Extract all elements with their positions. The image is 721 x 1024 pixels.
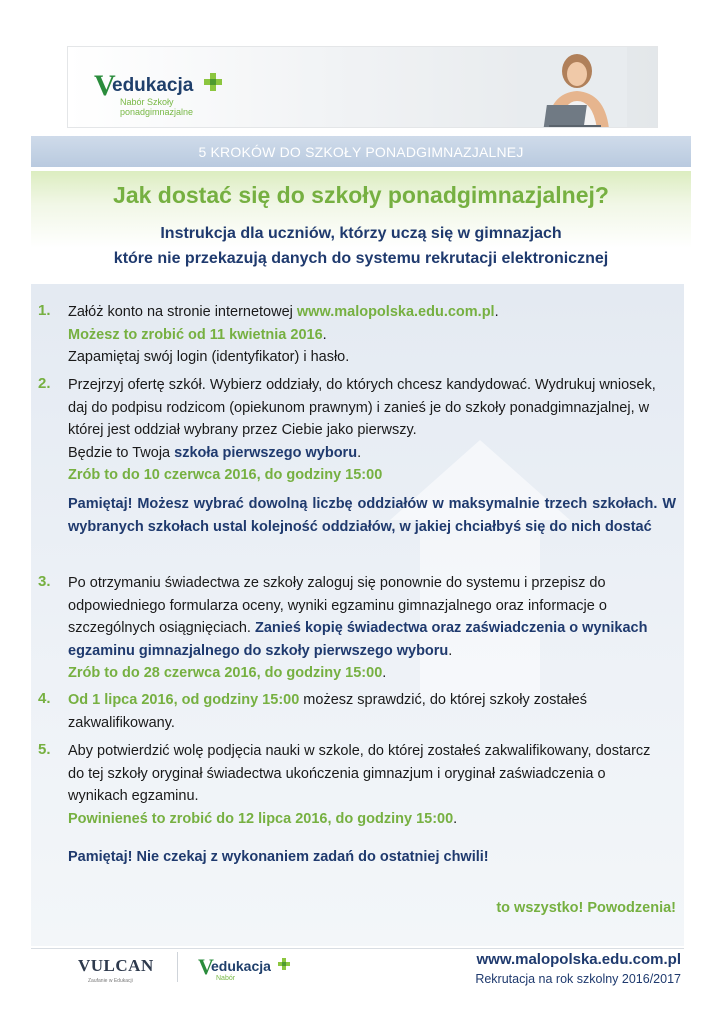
steps-bar — [31, 136, 691, 167]
step-2-bold: szkoła pierwszego wyboru — [174, 444, 358, 461]
step-2-date: Zrób to do 10 czerwca 2016, do godziny 15:00 — [68, 467, 383, 483]
footer-logo-separator — [177, 952, 178, 982]
step-1-url[interactable]: www.malopolska.edu.com.pl — [296, 304, 495, 320]
step-3-bold: Zanieś kopię świadectwa oraz zaświadczenia o wynikach egzaminu gimnazjalnego do szkoły pierwszego wyboru — [68, 620, 648, 659]
step-4-number: 4. — [38, 690, 51, 707]
footer-logo-word: edukacja — [211, 958, 271, 974]
step-5-number: 5. — [38, 741, 51, 758]
step-1: Załóż konto na stronie internetowej www.malopolska.edu.com.pl. Możesz to zrobić od 11 kwietnia 2016. Zapamiętaj swój login (identyfikator) i hasło. — [68, 304, 499, 365]
footer-logo-sub: Nabór — [216, 975, 236, 982]
footer-edukacja-logo — [198, 954, 308, 984]
step-3: Po otrzymaniu świadectwa ze szkoły zaloguj się ponownie do systemu i przepisz do odpowiedniego formularza oceny, wyniki egzaminu gimnazjalnego oraz informacje o szczególnych osiągnięciach. Zanieś kopię świadectwa oraz zaświadczenia o wynikach egzaminu gimnazjalnego do szkoły pierwszego wyboru. Zrób to do 28 czerwca 2016, do godziny 15:00. — [68, 575, 648, 681]
footer-divider-line — [31, 948, 684, 949]
step-3-date: Zrób to do 28 czerwca 2016, do godziny 15:00 — [68, 665, 383, 681]
student-laptop-photo — [517, 47, 627, 128]
subtitle-line-2: które nie przekazują danych do systemu rekrutacji elektronicznej — [113, 250, 609, 267]
step-1-number: 1. — [38, 302, 51, 319]
header-banner — [67, 46, 658, 128]
step-1-date: Możesz to zrobić od 11 kwietnia 2016 — [68, 326, 323, 343]
footer-logo-cross-icon — [278, 958, 290, 970]
step-3-number: 3. — [38, 573, 51, 590]
footer-school-year: Rekrutacja na rok szkolny 2016/2017 — [475, 972, 681, 986]
step-5-date: Powinieneś to zrobić do 12 lipca 2016, do godziny 15:00 — [68, 810, 454, 827]
subtitle-line-1: Instrukcja dla uczniów, którzy uczą się w gimnazjach — [160, 225, 562, 242]
vulcan-logo: VULCAN — [78, 956, 154, 975]
footer-url-link[interactable]: www.malopolska.edu.com.pl — [476, 951, 681, 968]
note-choose-schools: Pamiętaj! Możesz wybrać dowolną liczbę oddziałów w maksymalnie trzech szkołach. W wybranych szkołach ustal kolejność oddziałów, w jakiej chciałbyś się do nich dostać — [68, 496, 676, 535]
step-2: Przejrzyj ofertę szkół. Wybierz oddziały, do których chcesz kandydować. Wydrukuj wniosek, daj do podpisu rodzicom (opiekunom prawnym) i zanieś je do szkoły ponadgimnazjalnej, w której jest oddział wybrany przez Ciebie jako pierwszy. Będzie to Twoja szkoła pierwszego wyboru. Zrób to do 10 czerwca 2016, do godziny 15:00 — [68, 377, 656, 483]
logo-word: edukacja — [112, 75, 194, 96]
farewell-text: to wszystko! Powodzenia! — [496, 900, 676, 916]
step-2-number: 2. — [38, 375, 51, 392]
step-4: Od 1 lipca 2016, od godziny 15:00 możesz sprawdzić, do której szkoły zostałeś zakwalifikowany. — [68, 692, 587, 731]
page-title: Jak dostać się do szkoły ponadgimnazjalnej? — [113, 182, 609, 208]
step-5: Aby potwierdzić wolę podjęcia nauki w szkole, do której zostałeś zakwalifikowany, dostarcz do tej szkoły oryginał świadectwa ukończenia gimnazjum i oryginał zaświadczenia o wynikach egzaminu. Powinieneś to zrobić do 12 lipca 2016, do godziny 15:00. — [68, 743, 651, 827]
logo-letter: V — [94, 69, 116, 102]
step-4-date: Od 1 lipca 2016, od godziny 15:00 — [68, 692, 300, 708]
edukacja-logo — [94, 69, 254, 117]
vulcan-tagline: Zaufanie w Edukacji — [88, 978, 133, 984]
note-dont-wait: Pamiętaj! Nie czekaj z wykonaniem zadań do ostatniej chwili! — [68, 849, 489, 865]
steps-bar-label: 5 KROKÓW DO SZKOŁY PONADGIMNAZJALNEJ — [198, 143, 524, 160]
footer-logo-letter: V — [198, 954, 214, 979]
logo-cross-icon — [204, 73, 222, 91]
page-subtitle — [31, 221, 691, 271]
logo-subtitle: Nabór Szkoły ponadgimnazjalne — [120, 97, 194, 117]
